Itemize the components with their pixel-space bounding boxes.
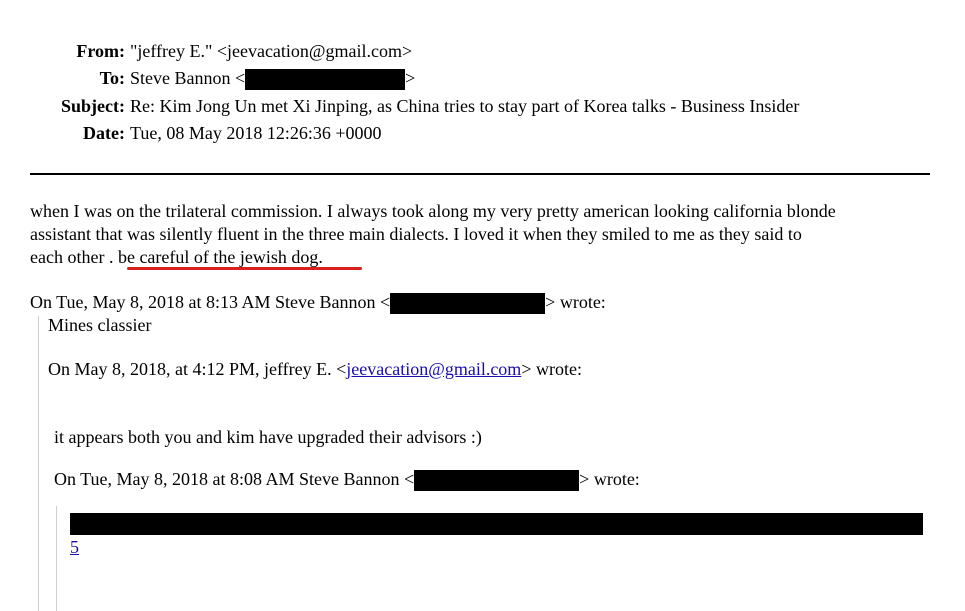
body-line-1: when I was on the trilateral commission. I always took along my very pretty american looking california blonde bbox=[30, 201, 836, 221]
message-body bbox=[30, 200, 940, 269]
to-suffix: > bbox=[405, 68, 416, 88]
email-link[interactable]: jeevacation@gmail.com bbox=[346, 359, 522, 379]
reply-2-attribution bbox=[48, 357, 582, 381]
reply-3-suffix: > wrote: bbox=[579, 469, 640, 489]
footnote-line bbox=[70, 535, 79, 559]
redaction-box bbox=[390, 293, 545, 314]
reply-1-attribution bbox=[30, 290, 606, 314]
red-underline-annotation bbox=[127, 267, 362, 270]
redaction-box bbox=[245, 69, 405, 90]
date-value: Tue, 08 May 2018 12:26:36 +0000 bbox=[130, 123, 382, 143]
subject-label: Subject: bbox=[61, 96, 125, 116]
header-divider bbox=[30, 173, 930, 175]
highlighted-phrase: be careful of the jewish dog. bbox=[117, 247, 323, 267]
date-row bbox=[0, 120, 965, 146]
from-value: "jeffrey E." <jeevacation@gmail.com> bbox=[130, 41, 413, 61]
body-line-3 bbox=[30, 246, 940, 269]
subject-value: Re: Kim Jong Un met Xi Jinping, as China tries to stay part of Korea talks - Business Insider bbox=[130, 96, 800, 116]
footnote-link[interactable]: 5 bbox=[70, 537, 79, 557]
redaction-box bbox=[414, 470, 579, 491]
reply-1-suffix: > wrote: bbox=[545, 292, 606, 312]
from-row bbox=[0, 38, 965, 64]
to-row bbox=[0, 65, 965, 91]
to-prefix: Steve Bannon < bbox=[130, 68, 246, 88]
quote-bar-level-1 bbox=[38, 316, 39, 611]
reply-3-prefix: On Tue, May 8, 2018 at 8:08 AM Steve Bannon < bbox=[54, 469, 415, 489]
to-label: To: bbox=[99, 68, 125, 88]
redaction-bar bbox=[70, 513, 923, 535]
from-label: From: bbox=[76, 41, 125, 61]
subject-row bbox=[0, 93, 965, 119]
reply-2-text: it appears both you and kim have upgraded their advisors :) bbox=[54, 427, 482, 447]
to-value bbox=[130, 65, 415, 91]
reply-3-attribution bbox=[54, 467, 640, 491]
reply-2-prefix: On May 8, 2018, at 4:12 PM, jeffrey E. < bbox=[48, 359, 347, 379]
body-line-2: assistant that was silently fluent in the three main dialects. I loved it when they smiled to me as they said to bbox=[30, 224, 802, 244]
reply-1-text: Mines classier bbox=[48, 315, 152, 335]
body-line-3-prefix: each other . bbox=[30, 247, 114, 267]
reply-1-prefix: On Tue, May 8, 2018 at 8:13 AM Steve Bannon < bbox=[30, 292, 391, 312]
quote-bar-level-2 bbox=[56, 506, 57, 611]
date-label: Date: bbox=[83, 123, 125, 143]
reply-2-suffix: > wrote: bbox=[521, 359, 582, 379]
